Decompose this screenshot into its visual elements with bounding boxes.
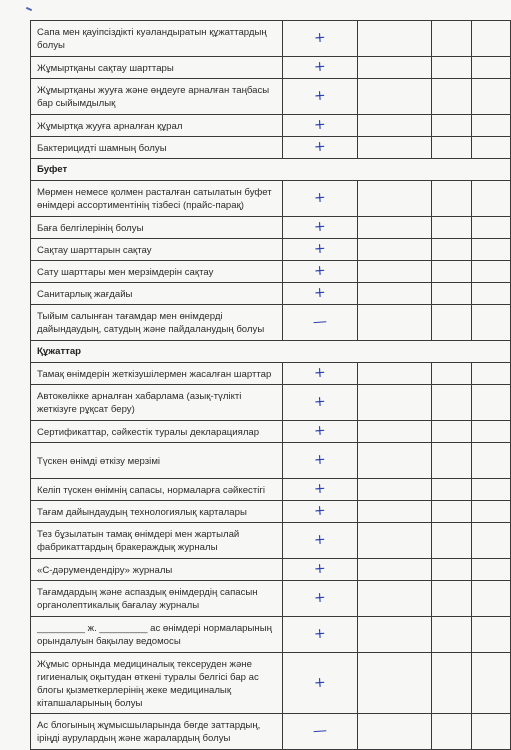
- requirement-text: Автокөлікке арналған хабарлама (азық-түлікті жеткізуге рұқсат беру): [31, 385, 283, 421]
- empty-cell-4: [432, 523, 472, 559]
- empty-cell-4: [432, 714, 472, 750]
- empty-cell-5: [472, 21, 511, 57]
- handwritten-mark-cell: [283, 363, 358, 385]
- empty-cell-5: [472, 181, 511, 217]
- empty-cell-3: [358, 21, 432, 57]
- requirement-text: Жұмыртқаны сақтау шарттары: [31, 57, 283, 79]
- empty-cell-4: [432, 261, 472, 283]
- empty-cell-3: [358, 653, 432, 714]
- empty-cell-5: [472, 305, 511, 341]
- checklist-row: [31, 714, 511, 750]
- checklist-row: [31, 523, 511, 559]
- empty-cell-3: [358, 181, 432, 217]
- handwritten-mark: +: [313, 451, 327, 469]
- handwritten-mark: —: [312, 313, 328, 331]
- handwritten-mark: +: [313, 502, 327, 520]
- handwritten-mark-cell: [283, 181, 358, 217]
- handwritten-mark-cell: [283, 501, 358, 523]
- empty-cell-5: [472, 79, 511, 115]
- checklist-row: [31, 57, 511, 79]
- handwritten-mark-cell: [283, 115, 358, 137]
- checklist-row: [31, 653, 511, 714]
- empty-cell-4: [432, 305, 472, 341]
- checklist-row: [31, 283, 511, 305]
- empty-cell-3: [358, 239, 432, 261]
- handwritten-mark-cell: [283, 617, 358, 653]
- empty-cell-3: [358, 115, 432, 137]
- checklist-row: [31, 559, 511, 581]
- empty-cell-5: [472, 617, 511, 653]
- requirement-text: Санитарлық жағдайы: [31, 283, 283, 305]
- requirement-text: Сату шарттары мен мерзімдерін сақтау: [31, 261, 283, 283]
- empty-cell-5: [472, 57, 511, 79]
- empty-cell-4: [432, 57, 472, 79]
- empty-cell-4: [432, 137, 472, 159]
- handwritten-mark-cell: [283, 305, 358, 341]
- requirement-text: Тыйым салынған тағамдар мен өнімдерді дайындаудың, сатудың және пайдаланудың болуы: [31, 305, 283, 341]
- empty-cell-4: [432, 581, 472, 617]
- handwritten-mark-cell: [283, 421, 358, 443]
- checklist-row: [31, 137, 511, 159]
- empty-cell-3: [358, 523, 432, 559]
- checklist-row: [31, 479, 511, 501]
- handwritten-mark: +: [313, 674, 327, 691]
- empty-cell-5: [472, 443, 511, 479]
- handwritten-mark-cell: [283, 443, 358, 479]
- checklist-row: [31, 385, 511, 421]
- requirement-text: Тез бұзылатын тамақ өнімдері мен жартылай фабрикаттардың бракераждық журналы: [31, 523, 283, 559]
- empty-cell-4: [432, 653, 472, 714]
- empty-cell-4: [432, 181, 472, 217]
- handwritten-mark: +: [313, 393, 327, 411]
- empty-cell-5: [472, 137, 511, 159]
- empty-cell-3: [358, 385, 432, 421]
- requirement-text: Түскен өнімді өткізу мерзімі: [31, 443, 283, 479]
- handwritten-mark-cell: [283, 239, 358, 261]
- empty-cell-5: [472, 523, 511, 559]
- checklist-row: [31, 421, 511, 443]
- empty-cell-3: [358, 617, 432, 653]
- handwritten-mark-cell: [283, 479, 358, 501]
- empty-cell-4: [432, 79, 472, 115]
- pen-mark: [26, 7, 32, 11]
- empty-cell-3: [358, 217, 432, 239]
- checklist-row: [31, 181, 511, 217]
- requirement-text: Жұмыртқаны жууға және өңдеуге арналған таңбасы бар сыйымдылық: [31, 79, 283, 115]
- requirement-text: Тағамдардың және аспаздық өнімдердің сапасын органолептикалық бағалау журналы: [31, 581, 283, 617]
- requirement-text: Сапа мен қауіпсіздікті куәландыратын құжаттардың болуы: [31, 21, 283, 57]
- checklist-row: [31, 501, 511, 523]
- empty-cell-5: [472, 239, 511, 261]
- empty-cell-4: [432, 443, 472, 479]
- empty-cell-3: [358, 305, 432, 341]
- empty-cell-5: [472, 283, 511, 305]
- empty-cell-5: [472, 421, 511, 443]
- checklist-row: [31, 443, 511, 479]
- empty-cell-3: [358, 501, 432, 523]
- handwritten-mark: +: [313, 138, 327, 156]
- handwritten-mark-cell: [283, 714, 358, 750]
- checklist-row: [31, 239, 511, 261]
- checklist-row: [31, 617, 511, 653]
- requirement-text: Тағам дайындаудың технологиялық карталары: [31, 501, 283, 523]
- checklist-row: [31, 305, 511, 341]
- empty-cell-5: [472, 217, 511, 239]
- handwritten-mark: +: [313, 284, 327, 302]
- requirement-text: Бактерицидті шамның болуы: [31, 137, 283, 159]
- handwritten-mark-cell: [283, 217, 358, 239]
- empty-cell-5: [472, 581, 511, 617]
- empty-cell-5: [472, 653, 511, 714]
- empty-cell-4: [432, 115, 472, 137]
- checklist-row: [31, 217, 511, 239]
- empty-cell-4: [432, 559, 472, 581]
- section-header-row: [31, 341, 511, 363]
- empty-cell-3: [358, 443, 432, 479]
- empty-cell-3: [358, 363, 432, 385]
- empty-cell-3: [358, 479, 432, 501]
- requirement-text: Сақтау шарттарын сақтау: [31, 239, 283, 261]
- empty-cell-3: [358, 57, 432, 79]
- checklist-row: [31, 115, 511, 137]
- handwritten-mark: —: [312, 722, 328, 740]
- section-title: Құжаттар: [31, 341, 511, 363]
- empty-cell-3: [358, 714, 432, 750]
- requirement-text: Ас блогының жұмысшыларында бөгде заттардың, іріңді аурулардың және жаралардың болуы: [31, 714, 283, 750]
- empty-cell-4: [432, 617, 472, 653]
- checklist-row: [31, 261, 511, 283]
- handwritten-mark-cell: [283, 137, 358, 159]
- checklist-row: [31, 581, 511, 617]
- handwritten-mark-cell: [283, 653, 358, 714]
- handwritten-mark: +: [313, 87, 327, 105]
- section-title: Буфет: [31, 159, 511, 181]
- handwritten-mark-cell: [283, 261, 358, 283]
- handwritten-mark: +: [313, 364, 327, 382]
- empty-cell-5: [472, 714, 511, 750]
- empty-cell-4: [432, 385, 472, 421]
- requirement-text: _________ ж. _________ ас өнімдері нормаларының орындалуын бақылау ведомосы: [31, 617, 283, 653]
- empty-cell-3: [358, 283, 432, 305]
- handwritten-mark: +: [313, 58, 327, 76]
- handwritten-mark-cell: [283, 581, 358, 617]
- empty-cell-4: [432, 283, 472, 305]
- empty-cell-4: [432, 217, 472, 239]
- handwritten-mark: +: [313, 116, 327, 134]
- empty-cell-3: [358, 559, 432, 581]
- empty-cell-4: [432, 21, 472, 57]
- requirement-text: Жұмыс орнында медициналық тексеруден және гигиеналық оқытудан өткені туралы белгісі бар ас блогы қызметкерлерінің жеке медициналық кітапшаларының болуы: [31, 653, 283, 714]
- checklist-sheet: [30, 20, 510, 750]
- empty-cell-3: [358, 137, 432, 159]
- empty-cell-4: [432, 239, 472, 261]
- requirement-text: Мөрмен немесе қолмен расталған сатылатын буфет өнімдері ассортиментінің тізбесі (прайс-парақ): [31, 181, 283, 217]
- handwritten-mark: +: [313, 29, 327, 47]
- checklist-row: [31, 21, 511, 57]
- handwritten-mark: +: [313, 262, 327, 280]
- empty-cell-3: [358, 581, 432, 617]
- section-header-row: [31, 159, 511, 181]
- empty-cell-3: [358, 421, 432, 443]
- handwritten-mark-cell: [283, 385, 358, 421]
- empty-cell-5: [472, 501, 511, 523]
- handwritten-mark: +: [313, 189, 327, 207]
- empty-cell-5: [472, 115, 511, 137]
- requirement-text: Келіп түскен өнімнің сапасы, нормаларға сәйкестігі: [31, 479, 283, 501]
- requirement-text: Баға белгілерінің болуы: [31, 217, 283, 239]
- handwritten-mark: +: [313, 422, 327, 440]
- empty-cell-5: [472, 385, 511, 421]
- handwritten-mark-cell: [283, 559, 358, 581]
- handwritten-mark: +: [313, 218, 327, 236]
- handwritten-mark: +: [313, 589, 327, 607]
- requirement-text: «С-дәрумендендіру» журналы: [31, 559, 283, 581]
- handwritten-mark: +: [313, 240, 327, 258]
- empty-cell-5: [472, 559, 511, 581]
- empty-cell-4: [432, 421, 472, 443]
- empty-cell-4: [432, 501, 472, 523]
- handwritten-mark-cell: [283, 21, 358, 57]
- handwritten-mark: +: [313, 480, 327, 498]
- checklist-row: [31, 79, 511, 115]
- empty-cell-3: [358, 261, 432, 283]
- empty-cell-3: [358, 79, 432, 115]
- handwritten-mark-cell: [283, 57, 358, 79]
- empty-cell-4: [432, 363, 472, 385]
- empty-cell-4: [432, 479, 472, 501]
- empty-cell-5: [472, 363, 511, 385]
- checklist-table: [30, 20, 511, 750]
- checklist-row: [31, 363, 511, 385]
- handwritten-mark: +: [313, 531, 327, 549]
- checklist-body: [31, 21, 511, 750]
- empty-cell-5: [472, 479, 511, 501]
- handwritten-mark-cell: [283, 523, 358, 559]
- handwritten-mark: +: [313, 560, 327, 578]
- requirement-text: Жұмыртқа жууға арналған құрал: [31, 115, 283, 137]
- requirement-text: Сертификаттар, сәйкестік туралы декларациялар: [31, 421, 283, 443]
- requirement-text: Тамақ өнімдерін жеткізушілермен жасалған шарттар: [31, 363, 283, 385]
- handwritten-mark-cell: [283, 283, 358, 305]
- handwritten-mark-cell: [283, 79, 358, 115]
- empty-cell-5: [472, 261, 511, 283]
- handwritten-mark: +: [313, 625, 327, 643]
